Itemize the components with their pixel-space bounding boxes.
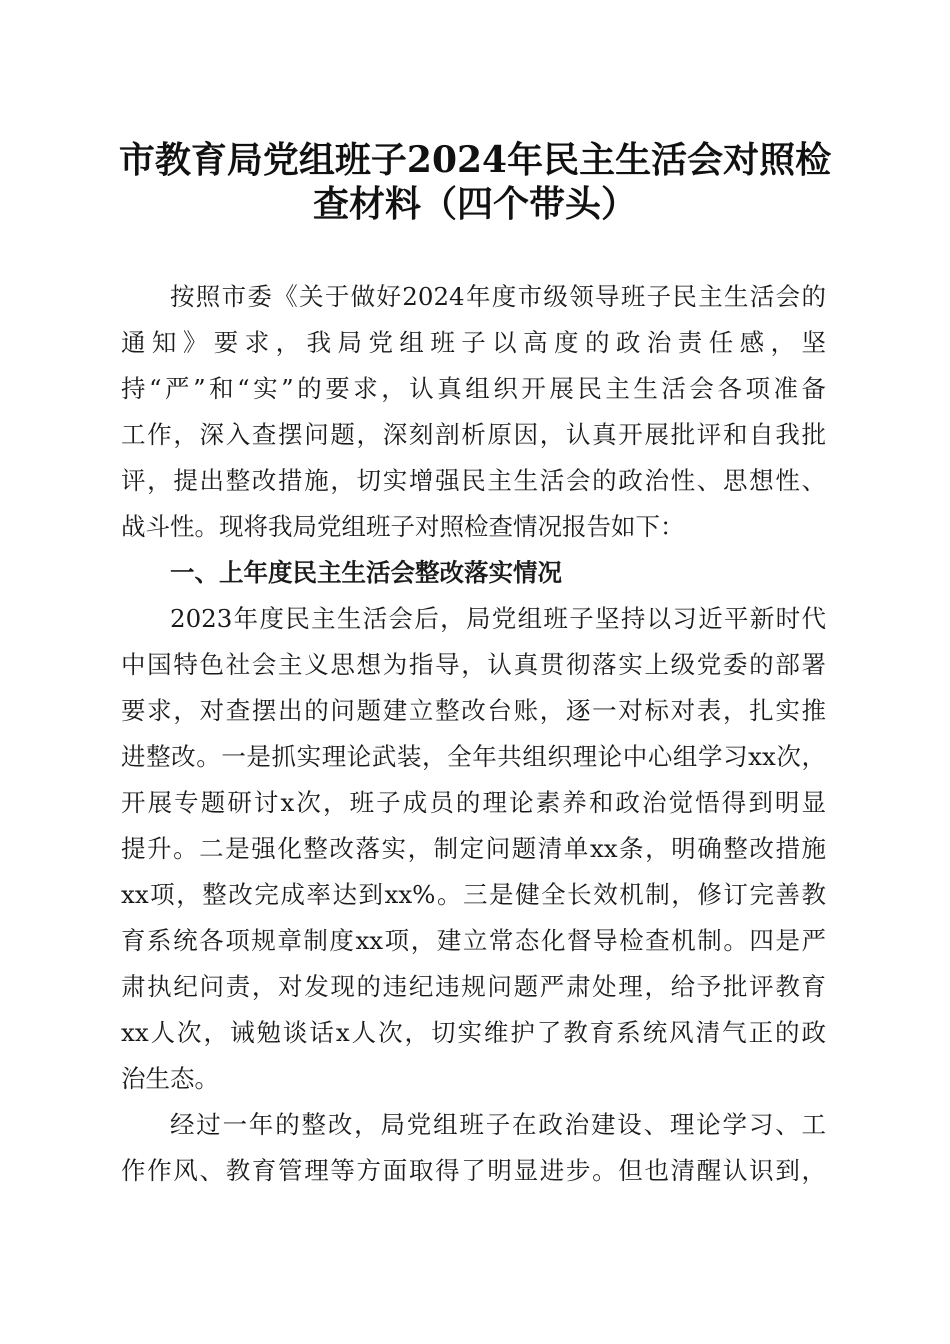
section-p2-line-1: 经过一年的整改，局党组班子在政治建设、理论学习、工 xyxy=(170,1110,826,1139)
section-p1-line-9: 肃执纪问责，对发现的违纪违规问题严肃处理，给予批评教育 xyxy=(121,972,826,1001)
section-p1-line-7: xx项，整改完成率达到xx%。三是健全长效机制，修订完善教 xyxy=(121,880,826,909)
section-p1-line-6: 提升。二是强化整改落实，制定问题清单xx条，明确整改措施 xyxy=(121,834,826,863)
intro-line-3: 持“严”和“实”的要求，认真组织开展民主生活会各项准备 xyxy=(121,374,826,403)
section-heading: 一、上年度民主生活会整改落实情况 xyxy=(170,558,562,587)
document-title-line-2: 查材料（四个带头） xyxy=(312,183,637,225)
section-p1-line-4: 进整改。一是抓实理论武装，全年共组织理论中心组学习xx次， xyxy=(121,742,826,771)
section-p1-line-11: 治生态。 xyxy=(121,1064,219,1093)
section-p1-line-5: 开展专题研讨x次，班子成员的理论素养和政治觉悟得到明显 xyxy=(121,788,826,817)
section-p1-line-1: 2023年度民主生活会后，局党组班子坚持以习近平新时代 xyxy=(170,604,826,633)
intro-line-6: 战斗性。现将我局党组班子对照检查情况报告如下： xyxy=(121,512,685,541)
document-title-line-1: 市教育局党组班子2024年民主生活会对照检 xyxy=(118,139,832,181)
section-p1-line-3: 要求，对查摆出的问题建立整改台账，逐一对标对表，扎实推 xyxy=(121,696,826,725)
intro-line-1: 按照市委《关于做好2024年度市级领导班子民主生活会的 xyxy=(170,282,826,311)
intro-line-5: 评，提出整改措施，切实增强民主生活会的政治性、思想性、 xyxy=(121,466,826,495)
section-p1-line-2: 中国特色社会主义思想为指导，认真贯彻落实上级党委的部署 xyxy=(121,650,826,679)
intro-line-2: 通知》要求，我局党组班子以高度的政治责任感，坚 xyxy=(121,328,826,357)
section-p2-line-2: 作作风、教育管理等方面取得了明显进步。但也清醒认识到， xyxy=(121,1156,826,1185)
intro-line-4: 工作，深入查摆问题，深刻剖析原因，认真开展批评和自我批 xyxy=(121,420,826,449)
section-p1-line-8: 育系统各项规章制度xx项，建立常态化督导检查机制。四是严 xyxy=(121,926,826,955)
section-p1-line-10: xx人次，诫勉谈话x人次，切实维护了教育系统风清气正的政 xyxy=(121,1018,826,1047)
